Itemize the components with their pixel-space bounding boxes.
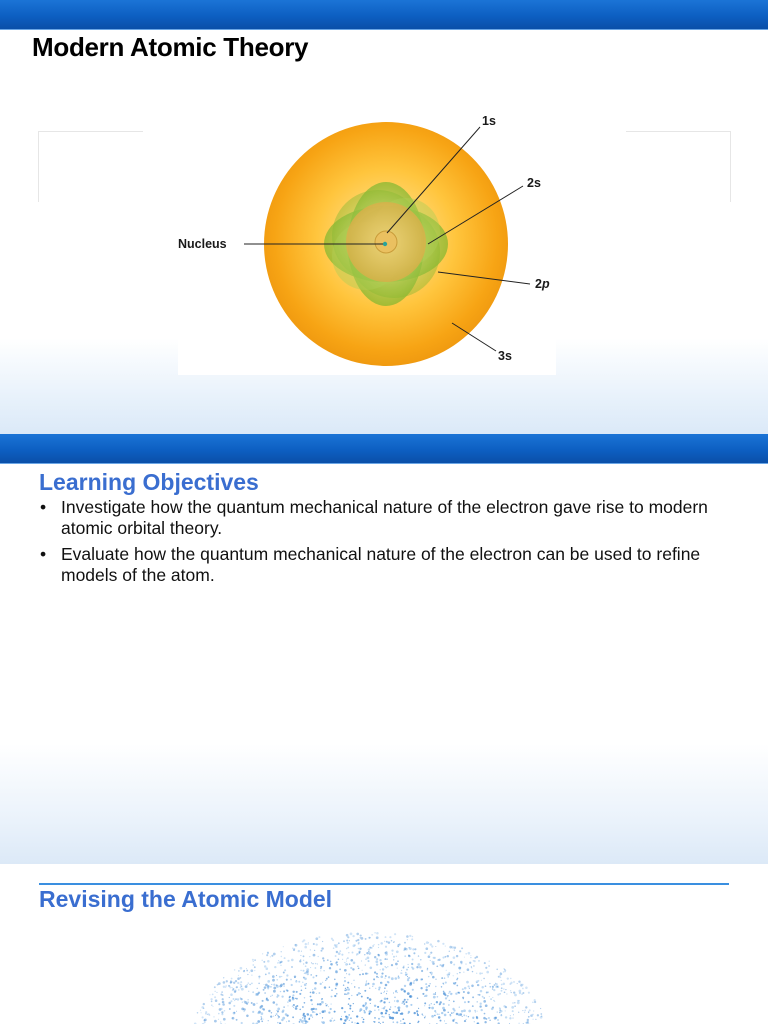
atom-orbital-diagram xyxy=(178,96,556,375)
list-item xyxy=(39,544,729,586)
orbital-1s xyxy=(375,231,397,253)
atom-orbital-figure xyxy=(178,96,556,375)
label-2p: 2p xyxy=(535,277,550,291)
heading-rule xyxy=(39,883,729,885)
list-item-text: Evaluate how the quantum mechanical nature of the electron can be used to refine models of the atom. xyxy=(61,544,701,585)
list-item xyxy=(39,497,729,539)
label-1s: 1s xyxy=(482,114,496,128)
placeholder-frame-right xyxy=(626,131,731,202)
slide-heading: Revising the Atomic Model xyxy=(39,886,333,912)
slide-top-bar xyxy=(0,434,768,464)
label-3s: 3s xyxy=(498,349,512,363)
slide-top-bar xyxy=(0,0,768,30)
bullet-marker: • xyxy=(40,544,47,564)
slide-modern-atomic-theory xyxy=(0,0,768,434)
electron-cloud-image xyxy=(180,920,560,1024)
slide-learning-objectives xyxy=(0,434,768,864)
label-nucleus: Nucleus xyxy=(178,237,227,251)
slide-heading: Learning Objectives xyxy=(39,469,259,495)
objectives-list xyxy=(39,497,729,591)
slide-title: Modern Atomic Theory xyxy=(32,32,309,62)
slide-revising-atomic-model xyxy=(0,864,768,1024)
list-item-text: Investigate how the quantum mechanical nature of the electron gave rise to modern atomic orbital theory. xyxy=(61,497,708,538)
nucleus-dot xyxy=(383,242,387,246)
bullet-marker: • xyxy=(40,497,47,517)
label-2s: 2s xyxy=(527,176,541,190)
placeholder-frame-left xyxy=(38,131,143,202)
